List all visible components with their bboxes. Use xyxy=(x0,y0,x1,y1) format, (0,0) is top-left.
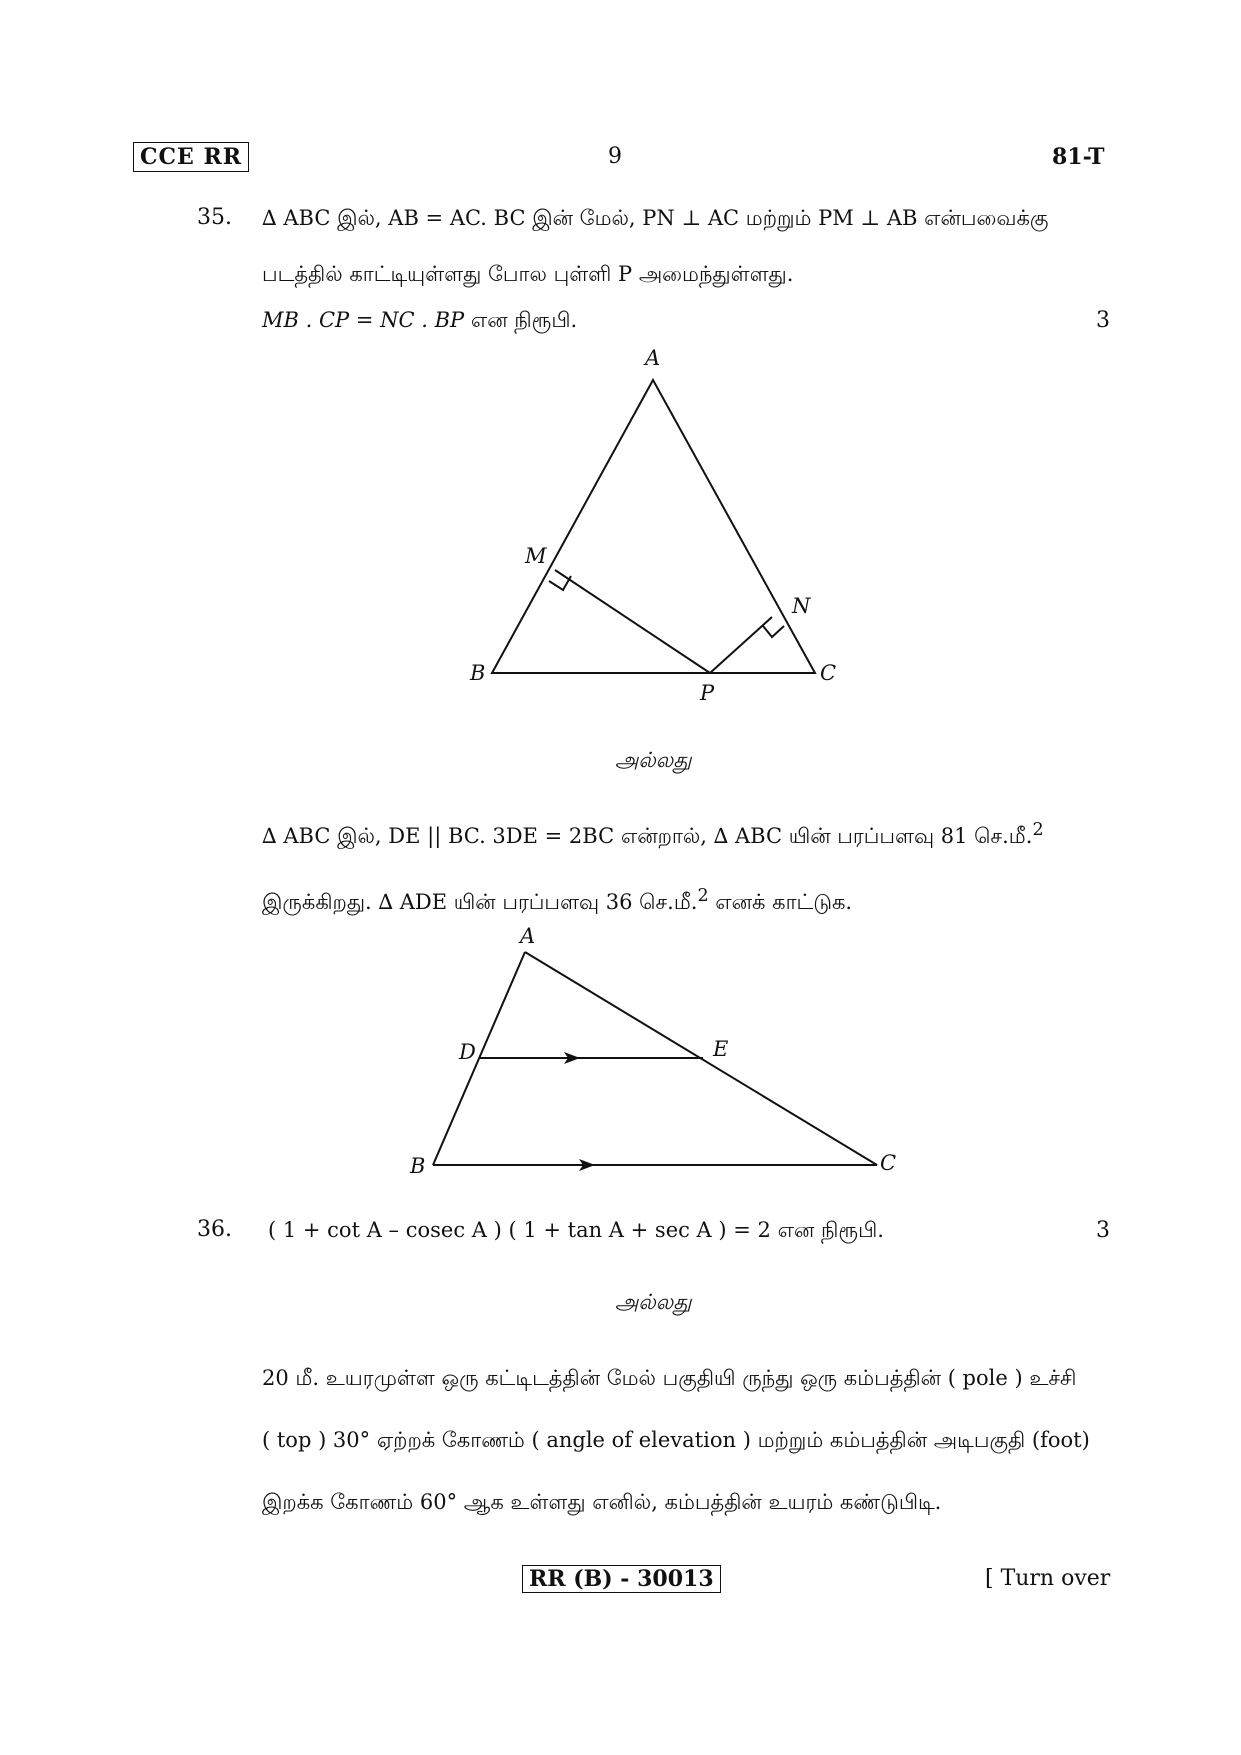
label-c2: C xyxy=(880,1151,897,1175)
segment-pn xyxy=(710,617,772,673)
label-d: D xyxy=(459,1040,476,1064)
label-e: E xyxy=(713,1037,729,1061)
q35-number: 35. xyxy=(197,205,232,230)
label-c1: C xyxy=(820,661,837,685)
q35-alt-line2-text: இருக்கிறது. ∆ ADE யின் பரப்பளவு 36 செ.மீ. xyxy=(262,890,698,914)
q35-alt-line1-text: ∆ ABC இல், DE || BC. 3DE = 2BC என்றால், ∆ ABC யின் பரப்பளவு 81 செ.மீ. xyxy=(262,824,1033,848)
q36-alt-line3: இறக்க கோணம் 60° ஆக உள்ளது எனில், கம்பத்தின் உயரம் கண்டுபிடி. xyxy=(262,1490,942,1514)
series-box: CCE RR xyxy=(133,142,249,172)
label-b2: B xyxy=(410,1154,426,1178)
label-m: M xyxy=(525,544,547,568)
q35-alt-line2 xyxy=(262,886,852,917)
q35-or: அல்லது xyxy=(615,748,692,772)
segment-pm xyxy=(555,570,710,673)
q36-alt-line1: 20 மீ. உயரமுள்ள ஒரு கட்டிடத்தின் மேல் பகுதியி ருந்து ஒரு கம்பத்தின் ( pole ) உச்சி xyxy=(262,1366,1077,1390)
q36-alt-line2: ( top ) 30° ஏற்றக் கோணம் ( angle of elevation ) மற்றும் கம்பத்தின் அடிபகுதி (foot) xyxy=(262,1428,1090,1452)
q35-alt-line1 xyxy=(262,820,1044,851)
label-p: P xyxy=(700,681,715,705)
footer-code-box: RR (B) - 30013 xyxy=(522,1565,721,1593)
q35-line2: படத்தில் காட்டியுள்ளது போல புள்ளி P அமைந்துள்ளது. xyxy=(262,262,794,286)
right-angle-n xyxy=(763,626,784,637)
q35-alt-sup2: 2 xyxy=(697,886,709,906)
q36-marks: 3 xyxy=(1096,1218,1110,1243)
paper-code: 81-T xyxy=(1052,144,1105,170)
q35-marks: 3 xyxy=(1096,308,1110,333)
page-number: 9 xyxy=(608,144,622,169)
label-b1: B xyxy=(470,661,486,685)
q36-or: அல்லது xyxy=(615,1290,692,1314)
q35-alt-sup1: 2 xyxy=(1032,820,1044,840)
label-n: N xyxy=(792,594,811,618)
q36-line: ( 1 + cot A – cosec A ) ( 1 + tan A + sec A ) = 2 என நிரூபி. xyxy=(268,1218,884,1242)
parallel-arrows xyxy=(564,1052,595,1171)
label-a1: A xyxy=(645,346,661,370)
q35-line3-suffix: என நிரூபி. xyxy=(470,308,578,332)
label-a2: A xyxy=(520,924,536,948)
turn-over: [ Turn over xyxy=(985,1566,1111,1591)
figure-2-triangle xyxy=(433,952,877,1165)
q35-line1: ∆ ABC இல், AB = AC. BC இன் மேல், PN ⊥ AC மற்றும் PM ⊥ AB என்பவைக்கு xyxy=(262,206,1049,230)
q35-alt-line2-suffix: எனக் காட்டுக. xyxy=(715,890,853,914)
q36-number: 36. xyxy=(197,1217,232,1242)
q35-line3-equation: MB . CP = NC . BP xyxy=(262,308,465,332)
